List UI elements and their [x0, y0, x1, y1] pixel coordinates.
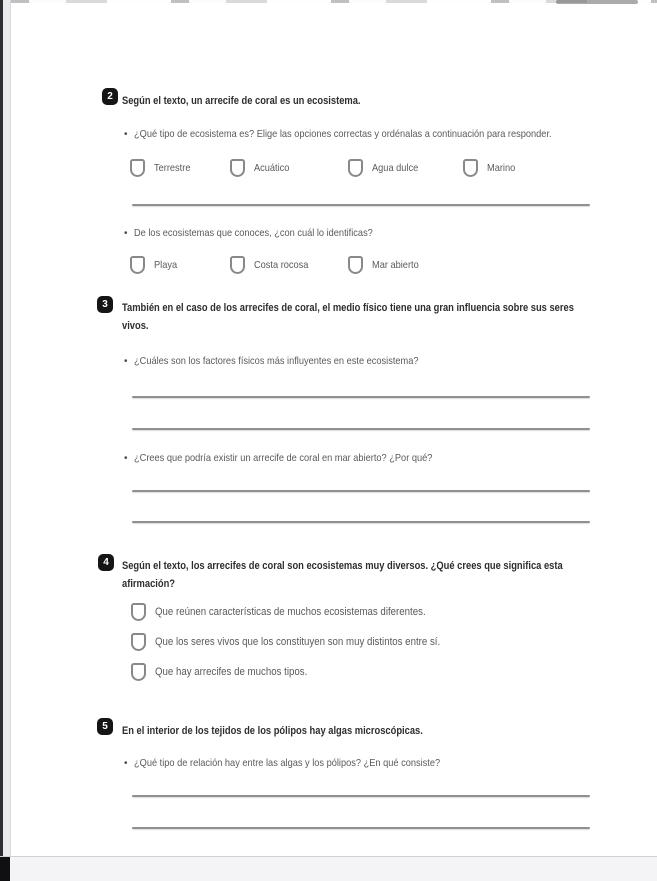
q4-checkbox-1[interactable]	[131, 603, 146, 621]
option-terrestre-label: Terrestre	[154, 162, 191, 174]
q4-checkbox-2[interactable]	[131, 633, 146, 651]
checkbox-playa[interactable]	[130, 256, 145, 274]
checkbox-marino[interactable]	[463, 159, 478, 177]
scan-artifact-top-right	[556, 0, 638, 4]
option-costa-rocosa[interactable]	[230, 256, 316, 274]
q4-option-1-label: Que reúnen características de muchos ecosistemas diferentes.	[155, 606, 426, 618]
viewer-footer-band	[0, 856, 657, 881]
bullet-icon: •	[124, 129, 128, 140]
answer-line[interactable]	[132, 490, 590, 492]
question-3-bullet-1-text: ¿Cuáles son los factores físicos más influyentes en este ecosistema?	[133, 355, 419, 367]
bullet-icon: •	[124, 758, 128, 769]
question-4-badge: 4	[98, 554, 114, 571]
checkbox-mar-abierto[interactable]	[348, 256, 363, 274]
question-2-badge: 2	[102, 88, 118, 105]
checkbox-agua-dulce[interactable]	[348, 159, 363, 177]
question-2-bullet-1	[124, 128, 608, 141]
q4-option-1[interactable]	[131, 603, 463, 621]
page-left-gray-margin	[3, 0, 11, 856]
footer-left-dark-corner	[0, 857, 10, 881]
question-2-bullet-1-text: ¿Qué tipo de ecosistema es? Elige las opciones correctas y ordénalas a continuación para responder.	[133, 128, 552, 140]
question-4-title: Según el texto, los arrecifes de coral son ecosistemas muy diversos. ¿Qué crees que significa esta afirmación?	[122, 560, 563, 590]
question-5-badge: 5	[97, 718, 113, 735]
answer-line[interactable]	[132, 428, 590, 430]
question-3-bullet-1	[124, 355, 457, 368]
bullet-icon: •	[124, 356, 128, 367]
question-2-bullet-2-text: De los ecosistemas que conoces, ¿con cuál lo identificas?	[133, 227, 373, 239]
option-marino[interactable]	[463, 159, 519, 177]
bullet-icon: •	[124, 453, 128, 464]
q4-option-3[interactable]	[131, 663, 328, 681]
option-marino-label: Marino	[487, 162, 516, 174]
answer-line[interactable]	[132, 827, 590, 829]
question-5-bullet-1-text: ¿Qué tipo de relación hay entre las algas y los pólipos? ¿En qué consiste?	[133, 757, 440, 769]
question-3-bullet-2-text: ¿Crees que podría existir un arrecife de coral en mar abierto? ¿Por qué?	[133, 452, 432, 464]
bullet-icon: •	[124, 228, 128, 239]
question-2-title: Según el texto, un arrecife de coral es un ecosistema.	[122, 95, 361, 107]
option-agua-dulce-label: Agua dulce	[372, 162, 419, 174]
option-terrestre[interactable]	[130, 159, 195, 177]
question-5-bullet-1	[124, 757, 481, 770]
answer-line[interactable]	[132, 396, 590, 398]
checkbox-acuatico[interactable]	[230, 159, 245, 177]
option-mar-abierto-label: Mar abierto	[372, 259, 419, 271]
question-3-title: También en el caso de los arrecifes de coral, el medio físico tiene una gran influencia sobre sus seres vivos.	[122, 302, 574, 332]
question-5-title: En el interior de los tejidos de los pólipos hay algas microscópicas.	[122, 725, 423, 737]
answer-line[interactable]	[132, 204, 590, 206]
answer-line[interactable]	[132, 521, 590, 523]
option-playa[interactable]	[130, 256, 180, 274]
option-mar-abierto[interactable]	[348, 256, 425, 274]
checkbox-costa-rocosa[interactable]	[230, 256, 245, 274]
option-acuatico[interactable]	[230, 159, 294, 177]
q4-option-3-label: Que hay arrecifes de muchos tipos.	[155, 666, 308, 678]
question-3-badge: 3	[97, 296, 113, 313]
option-costa-rocosa-label: Costa rocosa	[254, 259, 309, 271]
checkbox-terrestre[interactable]	[130, 159, 145, 177]
q4-checkbox-3[interactable]	[131, 663, 146, 681]
option-agua-dulce[interactable]	[348, 159, 425, 177]
option-playa-label: Playa	[154, 259, 178, 271]
q4-option-2-label: Que los seres vivos que los constituyen son muy distintos entre sí.	[155, 636, 441, 648]
question-2-bullet-2	[124, 227, 405, 240]
answer-line[interactable]	[132, 795, 590, 797]
option-acuatico-label: Acuático	[254, 162, 290, 174]
q4-option-2[interactable]	[131, 633, 479, 651]
question-3-bullet-2	[124, 452, 473, 465]
